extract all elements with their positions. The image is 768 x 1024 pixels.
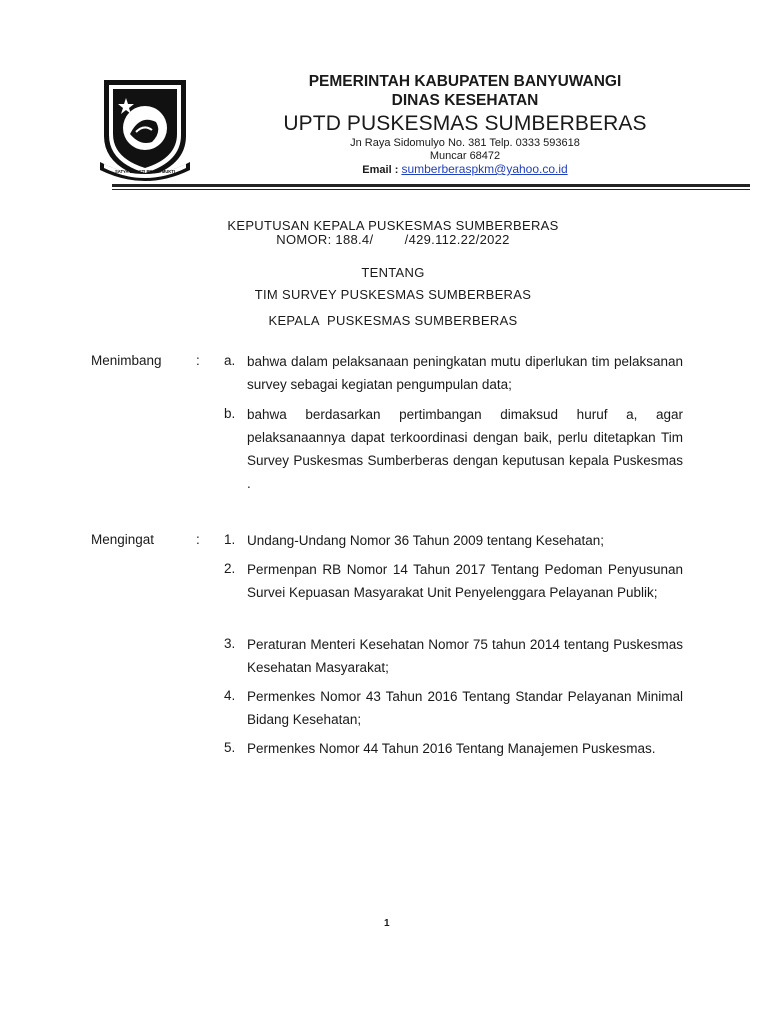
- decree-title: KEPUTUSAN KEPALA PUSKESMAS SUMBERBERAS: [227, 218, 559, 233]
- email-label: Email :: [362, 164, 399, 176]
- menimbang-colon: :: [196, 353, 200, 368]
- mengingat-item-2: Permenpan RB Nomor 14 Tahun 2017 Tentang Pedoman Penyusunan Survei Kepuasan Masyarakat Unit Penyelenggara Pelayanan Publik;: [247, 562, 683, 600]
- mengingat-marker-1: 1.: [224, 532, 236, 547]
- email-link[interactable]: sumberberaspkm@yahoo.co.id: [401, 162, 568, 176]
- menimbang-label: Menimbang: [91, 353, 162, 368]
- menimbang-item-a: bahwa dalam pelaksanaan peningkatan mutu diperlukan tim pelaksanan survey sebagai kegiatan pengumpulan data;: [247, 354, 683, 392]
- mengingat-marker-2: 2.: [224, 561, 236, 576]
- mengingat-label: Mengingat: [91, 532, 155, 547]
- institution-name: UPTD PUSKESMAS SUMBERBERAS: [283, 112, 647, 135]
- mengingat-marker-5: 5.: [224, 740, 236, 755]
- page-number: 1: [384, 918, 390, 929]
- mengingat-marker-3: 3.: [224, 636, 236, 651]
- mengingat-item-3: Peraturan Menteri Kesehatan Nomor 75 tahun 2014 tentang Puskesmas Kesehatan Masyarakat;: [247, 637, 695, 675]
- banyuwangi-emblem-icon: [96, 74, 194, 184]
- government-name: PEMERINTAH KABUPATEN BANYUWANGI: [308, 73, 622, 90]
- letterhead: [240, 72, 690, 177]
- logo-motto: SATYA BHAKTI PRAJA MUKTI: [115, 169, 175, 174]
- letterhead-rule-thin: [112, 189, 750, 190]
- mengingat-marker-4: 4.: [224, 688, 236, 703]
- decree-official: KEPALA PUSKESMAS SUMBERBERAS: [268, 313, 518, 328]
- menimbang-marker-a: a.: [224, 353, 236, 368]
- mengingat-item-1: Undang-Undang Nomor 36 Tahun 2009 tentang Kesehatan;: [247, 533, 605, 548]
- menimbang-marker-b: b.: [224, 406, 236, 421]
- mengingat-colon: :: [196, 532, 200, 547]
- department-name: DINAS KESEHATAN: [391, 92, 539, 109]
- address-line-1: Jn Raya Sidomulyo No. 381 Telp. 0333 593618: [350, 137, 580, 149]
- tentang-label: TENTANG: [361, 265, 425, 280]
- decree-number: NOMOR: 188.4/ /429.112.22/2022: [276, 232, 510, 247]
- letterhead-rule-thick: [112, 184, 750, 187]
- address-line-2: Muncar 68472: [429, 149, 501, 162]
- email-line: [240, 162, 690, 177]
- menimbang-item-b: bahwa berdasarkan pertimbangan dimaksud huruf a, agar pelaksanaannya dapat terkoordinasi dengan baik, perlu ditetapkan Tim Survey Puskesmas Sumberberas dengan keputusan kepala Puskesmas .: [247, 407, 683, 491]
- mengingat-item-4: Permenkes Nomor 43 Tahun 2016 Tentang Standar Pelayanan Minimal Bidang Kesehatan;: [247, 689, 683, 727]
- decree-subject: TIM SURVEY PUSKESMAS SUMBERBERAS: [254, 287, 532, 302]
- mengingat-item-5: Permenkes Nomor 44 Tahun 2016 Tentang Manajemen Puskesmas.: [247, 741, 656, 756]
